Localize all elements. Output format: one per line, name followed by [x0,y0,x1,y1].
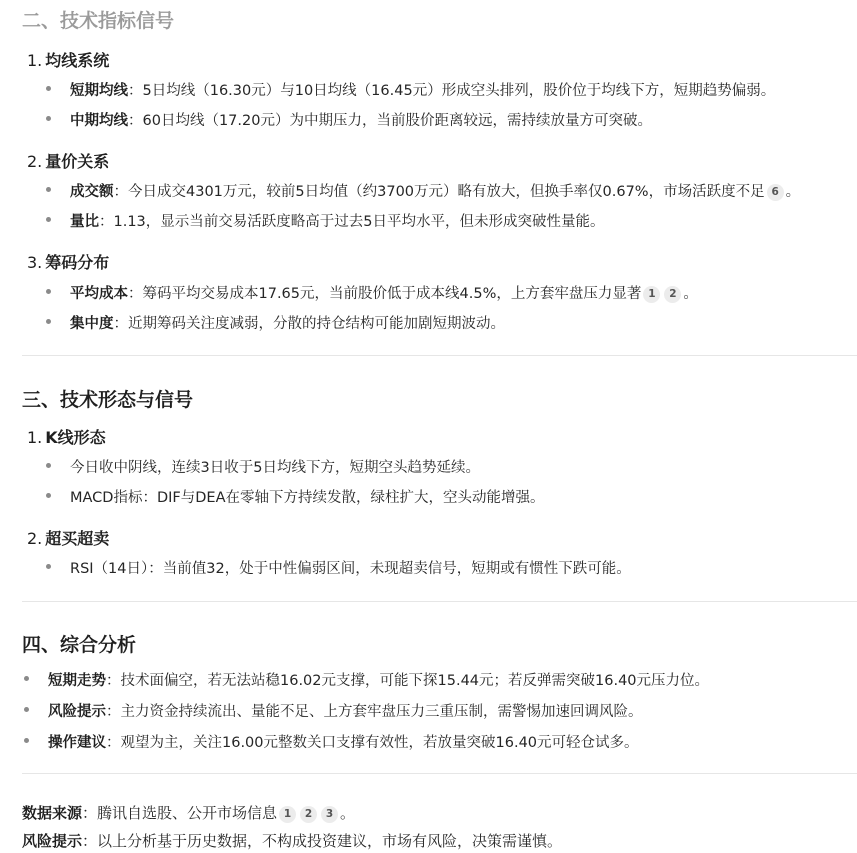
risk-disclaimer: 风险提示：以上分析基于历史数据，不构成投资建议，市场有风险，决策需谨慎。 [22,832,563,850]
divider [22,601,857,602]
citation-badge[interactable]: 2 [300,806,317,823]
citation-badge[interactable]: 6 [767,184,784,201]
citation-badge[interactable]: 2 [664,286,681,303]
analysis-document: 二、技术指标信号 1. 均线系统 短期均线：5日均线（16.30元）与10日均线（16.45元）形成空头排列，股价位于均线下方，短期趋势偏弱。 中期均线：60日均线（17.20元）为中期压力，当前股价距离较远，需持续放量方可突破。 2. 量价关系 成交额：今日成交4301万元，较前5日均值（约3700万元）略有放大，但换手率仅0.67%，市场活跃度不足 6 。 量比：1.13，显示当前交易活跃度略高于过去5日平均水平，但未形成突破性量能。 3. 筹码分布 平均成本：筹码平均交易成本17.65元，当前股价低于成本线4.5%，上方套牢盘压力显著 1 2 。 集中度：近期筹码关注度减弱，分散的持仓结构可能加剧短期波动。 三、技术形态与信号 1. K线形态 今日收中阴线，连续3日收于5日均线下方，短期空头趋势延续。 MACD指标：DIF与DEA在零轴下方持续发散，绿柱扩大，空头动能增强。 2. 超买超卖 RSI（14日）：当前值32，处于中性偏弱区间，未现超卖信号，短期或有惯性下跌可能。 四、综合分析 短期走势：技术面偏空，若无法站稳16.02元支撑，可能下探15.44元；若反弹需突破16.40元压力位。 风险提示：主力资金持续流出、量能不足、上方套牢盘压力三重压制，需警惕加速回调风险。 操作建议：观望为主，关注16.00元整数关口支撑有效性，若放量突破16.40元可轻仓试多。 数据来源：腾讯自选股、公开市场信息 1 2 3 。 风险提示：以上分析基于历史数据，不构成投资建议，市场有风险，决策需谨慎。 [0,0,857,853]
subheading-overbought-oversold: 2. 超买超卖 [27,529,110,548]
subheading-kline-pattern: 1. K线形态 [27,428,106,447]
section-heading-technical-indicators: 二、技术指标信号 [22,10,175,32]
citation-badge[interactable]: 1 [643,286,660,303]
citation-badge[interactable]: 1 [279,806,296,823]
citation-badge[interactable]: 3 [321,806,338,823]
section-heading-patterns-signals: 三、技术形态与信号 [22,389,194,411]
subheading-ma-system: 1. 均线系统 [27,51,110,70]
divider [22,773,857,774]
subheading-chip-distribution: 3. 筹码分布 [27,253,110,272]
divider [22,355,857,356]
section-heading-overall-analysis: 四、综合分析 [22,634,137,656]
data-source-note: 数据来源：腾讯自选股、公开市场信息 1 2 3 。 [22,804,356,822]
subheading-volume-price: 2. 量价关系 [27,152,110,171]
